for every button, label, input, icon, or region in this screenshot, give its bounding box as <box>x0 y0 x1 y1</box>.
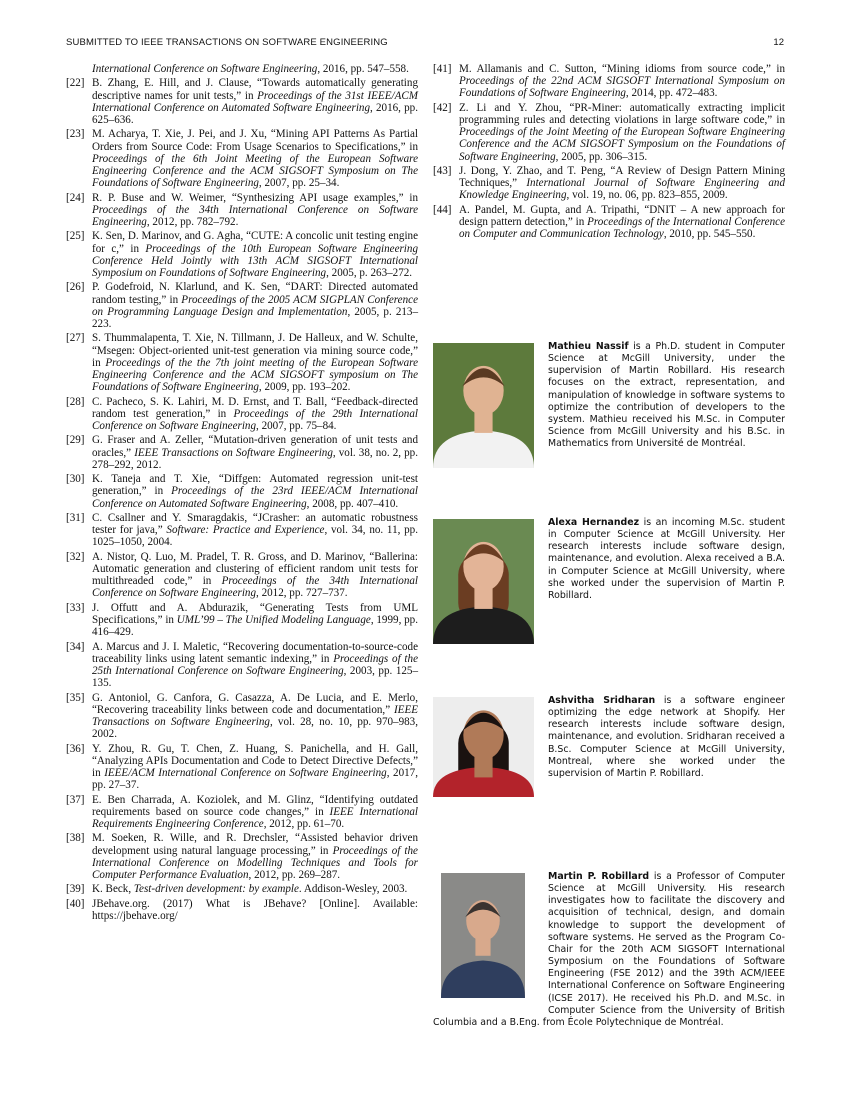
reference-text: Y. Zhou, R. Gu, T. Chen, Z. Huang, S. Panichella, and H. Gall, “Analyzing APIs Documentation and Code to Detect Directive Defects,” in <box>92 742 418 779</box>
bio-sridharan <box>548 695 785 780</box>
reference-text: M. Acharya, T. Xie, J. Pei, and J. Xu, “Mining API Patterns As Partial Orders from Source Code: From Usage Scenarios to Specifications,” in <box>92 128 418 153</box>
reference-text: JBehave.org. (2017) What is JBehave? [Online]. Available: https://jbehave.org/ <box>92 897 418 922</box>
running-header: SUBMITTED TO IEEE TRANSACTIONS ON SOFTWARE ENGINEERING <box>66 37 388 48</box>
reference-number: [42] <box>433 101 452 114</box>
portrait-image <box>433 519 534 644</box>
bio-text: is a software engineer optimizing the edge network at Shopify. Her research interests include software design, maintenance, and evolution. Sridharan received a B.Sc. Computer Science at McGill University, Montreal, where she worked under the supervision of Martin P. Robillard. <box>548 695 785 779</box>
reference-text: , vol. 34, no. 11, pp. 1025–1050, 2004. <box>92 524 419 549</box>
reference-text: C. Csallner and Y. Smaragdakis, “JCrasher: an automatic robustness tester for java,” <box>92 511 418 537</box>
reference-number: [40] <box>66 897 85 910</box>
reference-entry <box>433 63 785 100</box>
reference-number: [27] <box>66 332 85 345</box>
reference-venue: Proceedings of the 34th International Conference on Software Engineering <box>92 203 418 228</box>
reference-entry <box>66 473 418 510</box>
reference-number: [26] <box>66 281 85 294</box>
reference-number: [29] <box>66 434 85 447</box>
reference-venue: Proceedings of the 25th International Conference on Software Engineering <box>92 652 418 677</box>
reference-text: , 2016, pp. 547–558. <box>317 63 409 75</box>
reference-text: K. Taneja and T. Xie, “Diffgen: Automated regression unit-test generation,” in <box>92 473 418 498</box>
bio-name: Martin P. Robillard <box>548 871 650 882</box>
reference-number: [22] <box>66 77 85 90</box>
reference-entry <box>66 602 418 639</box>
references-right-column <box>433 63 785 243</box>
reference-venue: IEEE/ACM International Conference on Software Engineering <box>104 766 387 779</box>
bio-text: is a Ph.D. student in Computer Science at McGill University, under the supervision of Martin Robillard. His research focuses on the extract, representation, and manipulation of knowledge in software systems to optimize the contribution of developers to the system. Mathieu received his M.Sc. in Computer Science from McGill University and his B.Sc. in Mathematics from Université de Montréal. <box>548 341 785 450</box>
reference-entry <box>66 77 418 126</box>
reference-number: [37] <box>66 793 85 806</box>
reference-number: [44] <box>433 203 452 216</box>
bio-text: is a Professor of Computer Science at McGill University. His research investigates how to facilitate the discovery and acquisition of technical, design, and domain knowledge to support the development of software systems. He served as the Program Co-Chair for the 20th ACM SIGSOFT International Symposium on the Foundations of Software Engineering (FSE 2012) and the 39th ACM/IEEE International Conference on Software Engineering (ICSE 2017). He received his Ph.D. and M.Sc. in Computer Science from the University of British Columbia and a B.Eng. from École Polytechnique de Montréal. <box>433 871 785 1028</box>
reference-text: , 2008, pp. 407–410. <box>306 497 399 510</box>
reference-text: , 1999, pp. 416–429. <box>92 613 418 639</box>
reference-entry <box>433 102 785 163</box>
reference-text: , 2017, pp. 27–37. <box>92 766 418 792</box>
reference-venue: Proceedings of the International Conference on Computer and Communication Technology <box>459 216 785 241</box>
reference-text: , 2003, pp. 125–135. <box>92 664 419 690</box>
bio-robillard <box>433 871 785 1029</box>
reference-text: G. Antoniol, G. Canfora, G. Casazza, A. De Lucia, and E. Merlo, “Recovering traceability links between code and documentation,” <box>92 691 418 716</box>
author-photo-nassif <box>433 343 534 468</box>
reference-venue: IEEE Transactions on Software Engineering <box>134 446 333 459</box>
reference-venue: Proceedings of the 22nd ACM SIGSOFT International Symposium on Foundations of Software Engineering <box>459 75 785 100</box>
bio-nassif <box>548 341 785 450</box>
reference-number: [38] <box>66 832 85 845</box>
reference-entry <box>66 832 418 881</box>
reference-number: [25] <box>66 230 85 243</box>
reference-text: E. Ben Charrada, A. Koziolek, and M. Glinz, “Identifying outdated requirements based on source code changes,” in <box>92 793 418 818</box>
reference-text: , 2016, pp. 625–636. <box>92 101 419 126</box>
reference-number: [36] <box>66 742 85 755</box>
reference-text: , 2012, pp. 269–287. <box>248 868 341 881</box>
reference-venue: Proceedings of the 29th International Conference on Software Engineering <box>92 407 418 432</box>
reference-text: , 2005, pp. 306–315. <box>555 150 648 163</box>
reference-venue: Proceedings of the 31st IEEE/ACM International Conference on Automated Software Engineering <box>92 89 418 114</box>
reference-venue: UML’99 – The Unified Modeling Language <box>176 613 371 626</box>
reference-entry <box>433 165 785 202</box>
reference-number: [43] <box>433 165 452 177</box>
reference-entry <box>66 396 418 433</box>
reference-entry <box>66 230 418 279</box>
reference-text: M. Allamanis and C. Sutton, “Mining idioms from source code,” in <box>459 63 785 75</box>
reference-text: , 2012, pp. 782–792. <box>146 216 239 228</box>
reference-text: , 2005, p. 213–223. <box>92 305 419 330</box>
reference-text: , 2007, pp. 25–34. <box>258 177 340 190</box>
reference-entry <box>66 332 418 393</box>
bio-hernandez <box>548 517 785 602</box>
reference-number: [41] <box>433 63 452 75</box>
reference-number: [35] <box>66 691 85 704</box>
reference-number: [23] <box>66 128 85 141</box>
reference-venue: IEEE International Requirements Engineering Conference <box>92 805 419 830</box>
reference-venue: IEEE Transactions on Software Engineering <box>92 703 418 728</box>
reference-text: M. Soeken, R. Wille, and R. Drechsler, “Assisted behavior driven development using natural language processing,” in <box>92 832 418 857</box>
reference-number: [39] <box>66 883 85 896</box>
reference-venue: International Conference on Software Engineering <box>92 63 318 75</box>
bio-text: is an incoming M.Sc. student in Computer Science at McGill University. Her research interests include software design, maintenance, and evolution. Alexa received a B.A. in Computer Science at McGill University, where she worked under the supervision of Martin P. Robillard. <box>548 517 785 601</box>
reference-venue: Proceedings of the 23rd IEEE/ACM International Conference on Automated Software Engineering <box>92 485 418 510</box>
references-left-column <box>66 63 418 924</box>
portrait-image <box>433 697 534 797</box>
reference-text: A. Marcus and J. I. Maletic, “Recovering documentation-to-source-code traceability links using latent semantic indexing,” in <box>92 640 418 665</box>
reference-text: . Addison-Wesley, 2003. <box>298 883 408 896</box>
reference-number: [33] <box>66 601 85 614</box>
bio-name: Alexa Hernandez <box>548 517 640 528</box>
reference-text: , vol. 28, no. 10, pp. 970–983, 2002. <box>92 715 418 741</box>
reference-text: , 2010, pp. 545–550. <box>663 228 756 241</box>
reference-venue: Proceedings of the 34th International Conference on Software Engineering <box>92 575 418 600</box>
reference-venue: Proceedings of the International Conference on Modelling Techniques and Tools for Computer Performance Evaluation <box>92 844 418 881</box>
reference-entry <box>66 434 418 471</box>
reference-entry <box>66 192 418 229</box>
reference-text: A. Nistor, Q. Luo, M. Pradel, T. R. Gross, and D. Marinov, “Ballerina: Automatic generation and clustering of efficient random unit tests for multithreaded code,” in <box>92 550 418 588</box>
reference-venue: Proceedings of the 6th Joint Meeting of the European Software Engineering Conference and the ACM SIGSOFT Symposium on The Foundations of Software Engineering <box>92 152 418 190</box>
reference-entry <box>66 743 418 792</box>
reference-number: [32] <box>66 550 85 563</box>
reference-venue: International Journal of Software Engineering and Knowledge Engineering <box>459 177 785 202</box>
author-photo-sridharan <box>433 697 534 797</box>
reference-entry <box>66 281 418 330</box>
reference-number: [34] <box>66 640 85 653</box>
reference-entry <box>66 512 418 549</box>
reference-venue: Software: Practice and Experience <box>166 524 325 537</box>
author-photo-hernandez <box>433 519 534 644</box>
reference-entry <box>66 551 418 600</box>
bio-name: Ashvitha Sridharan <box>548 695 656 706</box>
photo-wrap-spacer <box>433 871 548 1007</box>
reference-number: [30] <box>66 473 85 486</box>
reference-text: J. Offutt and A. Abdurazik, “Generating Tests from UML Specifications,” in <box>92 601 418 626</box>
reference-text: C. Pacheco, S. K. Lahiri, M. D. Ernst, and T. Ball, “Feedback-directed random test generation,” in <box>92 395 418 420</box>
reference-entry <box>433 204 785 241</box>
reference-text: , 2009, pp. 193–202. <box>258 381 351 394</box>
reference-text: A. Pandel, M. Gupta, and A. Tripathi, “DNIT – A new approach for design pattern detection,” in <box>459 203 785 228</box>
reference-text: , 2012, pp. 61–70. <box>263 817 345 830</box>
reference-text: S. Thummalapenta, T. Xie, N. Tillmann, J. De Halleux, and W. Schulte, “Msegen: Object-oriented unit-test generation via mining source code,” in <box>92 332 418 369</box>
reference-entry <box>66 128 418 189</box>
reference-text: , 2007, pp. 75–84. <box>256 420 337 432</box>
reference-entry <box>66 692 418 741</box>
reference-venue: Proceedings of the Joint Meeting of the European Software Engineering Conference and the ACM SIGSOFT Symposium on the Foundations of Software Engineering <box>459 126 785 163</box>
reference-venue: Proceedings of the 10th European Software Engineering Conference Held Jointly with 13th ACM SIGSOFT International Symposium on Foundations of Software Engineering <box>92 242 418 279</box>
reference-venue: Proceedings of the 2005 ACM SIGPLAN Conference on Programming Language Design and Implementation <box>92 293 418 318</box>
reference-number: [24] <box>66 191 85 204</box>
reference-entry <box>66 883 418 895</box>
reference-text: , 2014, pp. 472–483. <box>625 87 718 100</box>
reference-venue: Test-driven development: by example <box>133 883 299 896</box>
reference-entry <box>66 794 418 831</box>
reference-entry <box>66 641 418 690</box>
reference-text: R. P. Buse and W. Weimer, “Synthesizing API usage examples,” in <box>92 191 418 204</box>
reference-entry <box>66 898 418 922</box>
reference-text: Z. Li and Y. Zhou, “PR-Miner: automatically extracting implicit programming rules and detecting violations in large software code,” in <box>459 101 785 126</box>
reference-text: B. Zhang, E. Hill, and J. Clause, “Towards automatically generating descriptive names for unit tests,” in <box>92 77 418 102</box>
reference-text: , vol. 19, no. 06, pp. 823–855, 2009. <box>566 189 728 202</box>
reference-text: , vol. 38, no. 2, pp. 278–292, 2012. <box>92 446 418 471</box>
reference-text: K. Sen, D. Marinov, and G. Agha, “CUTE: A concolic unit testing engine for c,” in <box>92 230 418 255</box>
portrait-image <box>433 343 534 468</box>
reference-entry <box>66 63 418 75</box>
reference-text: J. Dong, Y. Zhao, and T. Peng, “A Review of Design Pattern Mining Techniques,” <box>459 165 785 190</box>
reference-text: K. Beck, <box>92 883 134 896</box>
reference-text: , 2012, pp. 727–737. <box>256 587 348 600</box>
page-number: 12 <box>773 37 784 48</box>
reference-number: [31] <box>66 511 85 524</box>
reference-venue: Proceedings of the the 7th joint meeting of the European Software Engineering Conference and the ACM SIGSOFT symposium on The Foundations of Software Engineering <box>92 356 419 394</box>
reference-text: , 2005, p. 263–272. <box>326 267 413 279</box>
reference-number: [28] <box>66 395 85 408</box>
reference-text: P. Godefroid, N. Klarlund, and K. Sen, “DART: Directed automated random testing,” in <box>92 281 418 306</box>
bio-name: Mathieu Nassif <box>548 341 629 352</box>
reference-text: G. Fraser and A. Zeller, “Mutation-driven generation of unit tests and oracles,” <box>92 434 418 459</box>
